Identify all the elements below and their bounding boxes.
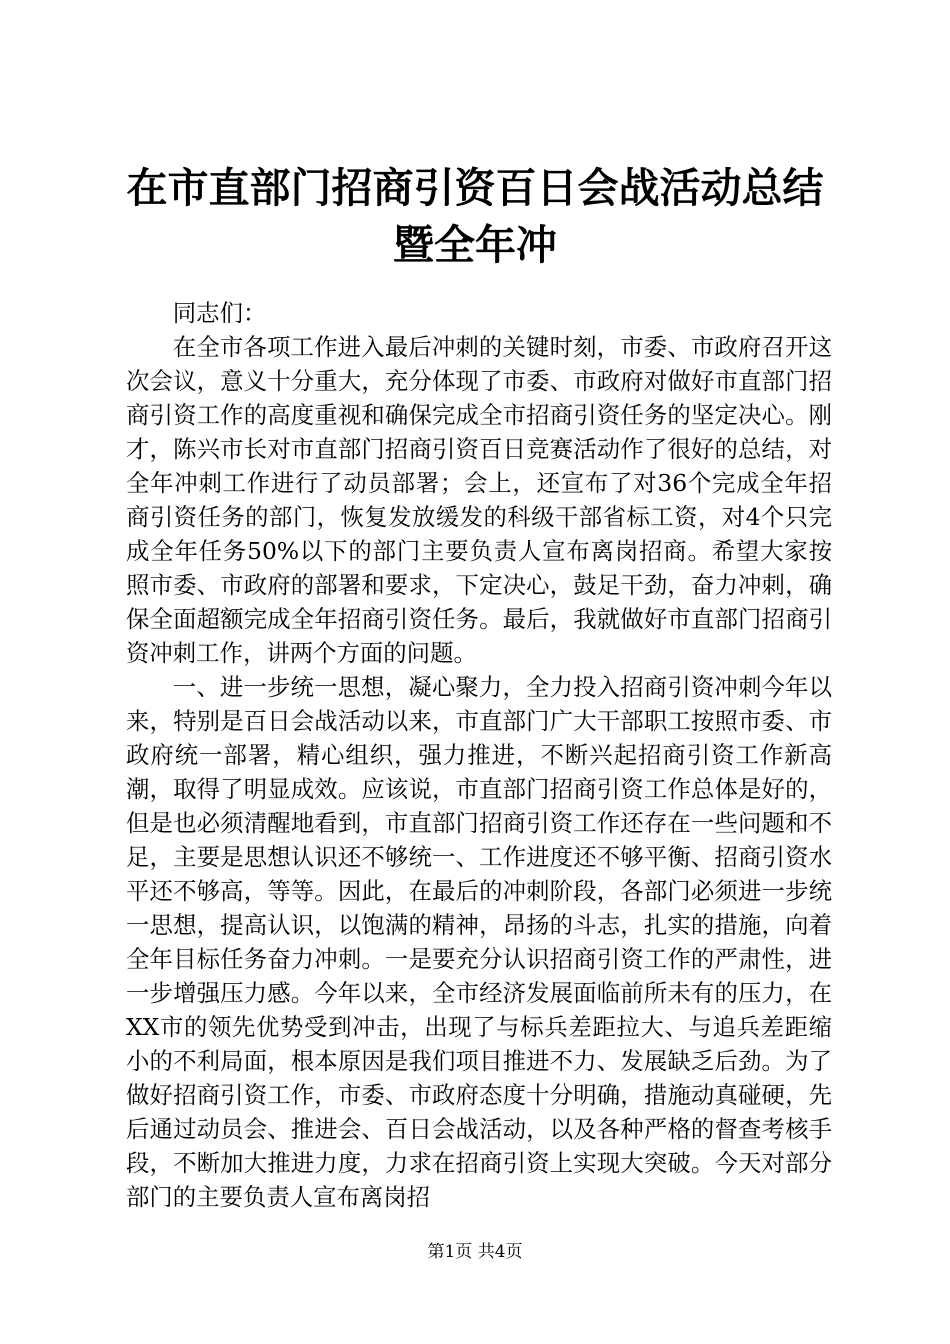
document-body	[126, 296, 832, 1214]
page-footer: 第1页 共4页	[427, 1242, 523, 1262]
paragraph-section-one: 一、进一步统一思想，凝心聚力，全力投入招商引资冲刺今年以来，特别是百日会战活动以来，市直部门广大干部职工按照市委、市政府统一部署，精心组织，强力推进，不断兴起招商引资工作新高潮，取得了明显成效。应该说，市直部门招商引资工作总体是好的，但是也必须清醒地看到，市直部门招商引资工作还存在一些问题和不足，主要是思想认识还不够统一、工作进度还不够平衡、招商引资水平还不够高，等等。因此，在最后的冲刺阶段，各部门必须进一步统一思想，提高认识，以饱满的精神，昂扬的斗志，扎实的措施，向着全年目标任务奋力冲刺。一是要充分认识招商引资工作的严肃性，进一步增强压力感。今年以来，全市经济发展面临前所未有的压力，在XX市的领先优势受到冲击，出现了与标兵差距拉大、与追兵差距缩小的不利局面，根本原因是我们项目推进不力、发展缺乏后劲。为了做好招商引资工作，市委、市政府态度十分明确，措施动真碰硬，先后通过动员会、推进会、百日会战活动，以及各种严格的督查考核手段，不断加大推进力度，力求在招商引资上实现大突破。今天对部分部门的主要负责人宣布离岗招	[126, 673, 832, 1211]
document-title: 在市直部门招商引资百日会战活动总结暨全年冲	[126, 164, 824, 269]
paragraph-intro: 在全市各项工作进入最后冲刺的关键时刻，市委、市政府召开这次会议，意义十分重大，充分体现了市委、市政府对做好市直部门招商引资工作的高度重视和确保完成全市招商引资任务的坚定决心。刚才，陈兴市长对市直部门招商引资百日竞赛活动作了很好的总结，对全年冲刺工作进行了动员部署；会上，还宣布了对36个完成全年招商引资任务的部门，恢复发放缓发的科级干部省标工资，对4个只完成全年任务50%以下的部门主要负责人宣布离岗招商。希望大家按照市委、市政府的部署和要求，下定决心，鼓足干劲，奋力冲刺，确保全面超额完成全年招商引资任务。最后，我就做好市直部门招商引资冲刺工作，讲两个方面的问题。	[126, 333, 832, 667]
salutation: 同志们：	[172, 299, 267, 327]
